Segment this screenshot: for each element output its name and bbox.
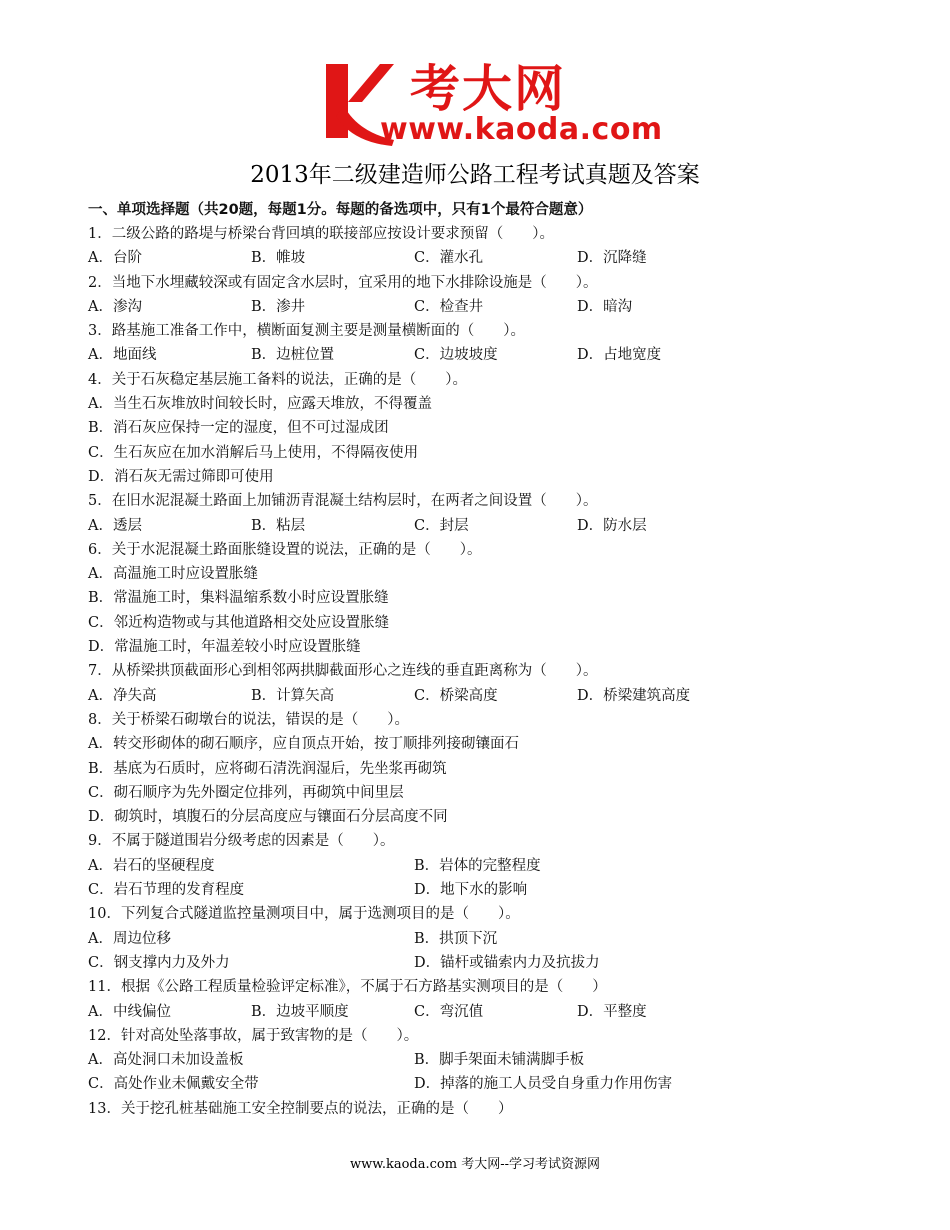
option-item: A．岩石的坚硬程度 <box>88 857 215 874</box>
option-item: D．沉降缝 <box>577 250 647 267</box>
option-item: C．高处作业未佩戴安全带 <box>88 1076 259 1093</box>
option-item: C．边坡坡度 <box>414 347 498 364</box>
page-title: 2013年二级建造师公路工程考试真题及答案 <box>250 162 700 188</box>
option-item: D．掉落的施工人员受自身重力作用伤害 <box>414 1076 673 1093</box>
text-line: 11．根据《公路工程质量检验评定标准》，不属于石方路基实测项目的是（ ） <box>88 979 607 996</box>
text-line: C．邻近构造物或与其他道路相交处应设置胀缝 <box>88 614 390 631</box>
option-item: B．岩体的完整程度 <box>414 857 541 874</box>
text-line: 12．针对高处坠落事故，属于致害物的是（ ）。 <box>88 1027 419 1044</box>
text-line: A．转交形砌体的砌石顺序，应自顶点开始，按丁顺排列接砌镶面石 <box>88 736 519 753</box>
text-line: A．高温施工时应设置胀缝 <box>88 566 258 583</box>
option-item: C．钢支撑内力及外力 <box>88 954 230 971</box>
option-row <box>88 343 908 367</box>
option-item: C．弯沉值 <box>414 1003 484 1020</box>
option-row <box>88 1000 908 1024</box>
option-item: B．脚手架面未铺满脚手板 <box>414 1052 585 1069</box>
option-item: B．帷坡 <box>251 250 306 267</box>
text-line: D．砌筑时，填腹石的分层高度应与镶面石分层高度不同 <box>88 809 448 826</box>
option-item: A．周边位移 <box>88 930 171 947</box>
option-item: A．渗沟 <box>88 298 142 315</box>
kaoda-logo <box>322 60 663 147</box>
option-row <box>88 878 908 902</box>
option-item: D．锚杆或锚索内力及抗拔力 <box>414 954 600 971</box>
option-row <box>88 854 908 878</box>
option-item: D．地下水的影响 <box>414 882 528 899</box>
option-row <box>88 295 908 319</box>
question-lines <box>88 222 908 1121</box>
logo-url-text: www.kaoda.com <box>380 112 663 147</box>
text-line: 13．关于挖孔桩基础施工安全控制要点的说法，正确的是（ ） <box>88 1100 513 1117</box>
option-item: A．地面线 <box>88 347 157 364</box>
text-line: 8．关于桥梁石砌墩台的说法，错误的是（ ）。 <box>88 711 409 728</box>
option-row <box>88 1072 908 1096</box>
section-heading: 一、单项选择题（共20题，每题1分。每题的备选项中，只有1个最符合题意） <box>88 202 593 218</box>
option-item: D．防水层 <box>577 517 647 534</box>
option-row <box>88 951 908 975</box>
text-line: 7．从桥梁拱顶截面形心到相邻两拱脚截面形心之连线的垂直距离称为（ ）。 <box>88 663 598 680</box>
option-item: C．灌水孔 <box>414 250 484 267</box>
option-item: B．边坡平顺度 <box>251 1003 349 1020</box>
option-row <box>88 684 908 708</box>
option-item: A．透层 <box>88 517 142 534</box>
option-item: B．边桩位置 <box>251 347 335 364</box>
logo-chinese-text: 考大网 <box>410 60 566 118</box>
text-line: B．常温施工时，集料温缩系数小时应设置胀缝 <box>88 590 389 607</box>
text-line: 3．路基施工准备工作中，横断面复测主要是测量横断面的（ ）。 <box>88 323 525 340</box>
page-footer: www.kaoda.com 考大网--学习考试资源网 <box>350 1157 600 1172</box>
option-row <box>88 246 908 270</box>
option-item: A．高处洞口未加设盖板 <box>88 1052 244 1069</box>
option-item: B．渗井 <box>251 298 306 315</box>
option-item: A．中线偏位 <box>88 1003 171 1020</box>
option-row <box>88 1048 908 1072</box>
text-line: B．消石灰应保持一定的湿度，但不可过湿成团 <box>88 420 389 437</box>
text-line: 10．下列复合式隧道监控量测项目中，属于选测项目的是（ ）。 <box>88 906 520 923</box>
option-item: D．平整度 <box>577 1003 647 1020</box>
text-line: B．基底为石质时，应将砌石清洗润湿后，先坐浆再砌筑 <box>88 760 447 777</box>
option-item: C．岩石节理的发育程度 <box>88 882 245 899</box>
option-item: B．拱顶下沉 <box>414 930 498 947</box>
option-item: C．封层 <box>414 517 469 534</box>
option-item: A．台阶 <box>88 250 142 267</box>
option-row <box>88 927 908 951</box>
option-item: C．检查井 <box>414 298 484 315</box>
text-line: C．生石灰应在加水消解后马上使用，不得隔夜使用 <box>88 444 419 461</box>
option-item: D．暗沟 <box>577 298 633 315</box>
option-row <box>88 514 908 538</box>
option-item: C．桥梁高度 <box>414 687 498 704</box>
option-item: B．计算矢高 <box>251 687 335 704</box>
text-line: 5．在旧水泥混凝土路面上加铺沥青混凝土结构层时，在两者之间设置（ ）。 <box>88 493 598 510</box>
text-line: 9．不属于隧道围岩分级考虑的因素是（ ）。 <box>88 833 395 850</box>
option-item: D．占地宽度 <box>577 347 662 364</box>
text-line: 4．关于石灰稳定基层施工备料的说法，正确的是（ ）。 <box>88 371 467 388</box>
text-line: C．砌石顺序为先外圈定位排列，再砌筑中间里层 <box>88 784 404 801</box>
text-line: D．常温施工时，年温差较小时应设置胀缝 <box>88 639 361 656</box>
text-line: 1．二级公路的路堤与桥梁台背回填的联接部应按设计要求预留（ ）。 <box>88 226 554 242</box>
text-line: 2．当地下水埋藏较深或有固定含水层时，宜采用的地下水排除设施是（ ）。 <box>88 274 598 291</box>
text-line: D．消石灰无需过筛即可使用 <box>88 468 274 485</box>
question-list <box>88 198 908 1121</box>
option-item: A．净失高 <box>88 687 157 704</box>
option-item: B．粘层 <box>251 517 306 534</box>
option-item: D．桥梁建筑高度 <box>577 687 691 704</box>
text-line: 6．关于水泥混凝土路面胀缝设置的说法，正确的是（ ）。 <box>88 541 482 558</box>
text-line: A．当生石灰堆放时间较长时，应露天堆放，不得覆盖 <box>88 396 432 413</box>
